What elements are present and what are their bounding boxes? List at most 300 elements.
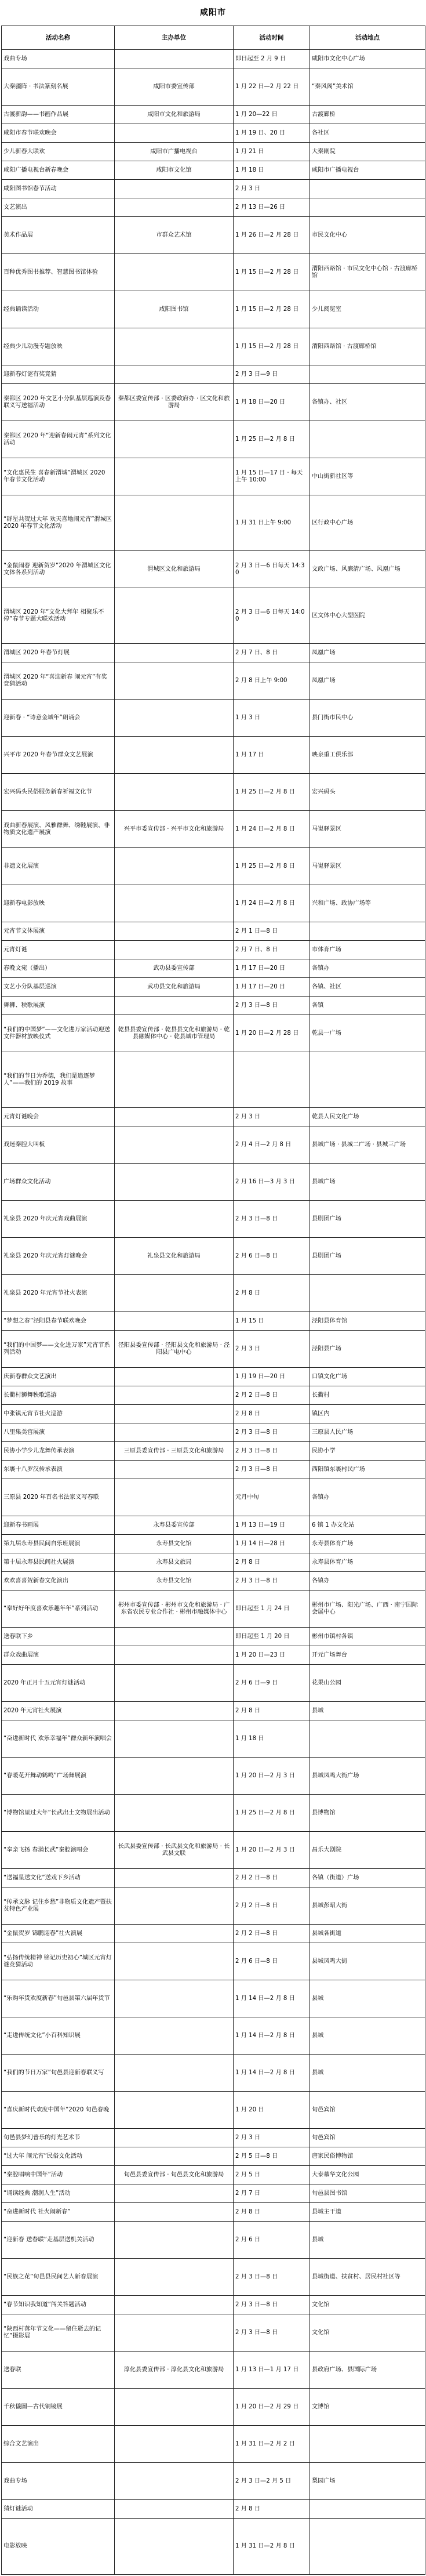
header-time: 活动时间 [234, 26, 310, 50]
table-row [2, 143, 425, 161]
activity-name-cell: 美术作品展 [2, 217, 115, 254]
time-cell: 1 月 21 日 [234, 143, 310, 161]
location-cell: 县城 [310, 2055, 425, 2092]
table-row [2, 1628, 425, 1646]
location-cell: 乾县人民文化广场 [310, 1108, 425, 1126]
organizer-cell [115, 458, 234, 495]
organizer-cell: 咸阳市文化馆 [115, 161, 234, 180]
time-cell: 2 月 5 日—8 日 [234, 2147, 310, 2166]
time-cell: 2 月 6 日 [234, 2222, 310, 2259]
organizer-cell: 武功县委宣传部 [115, 959, 234, 978]
time-cell: 1 月 26 日—2 月 28 日 [234, 217, 310, 254]
activity-name-cell: 秦都区 2020 年文艺小分队基层巡演及春联义写送福活动 [2, 384, 115, 421]
table-row [2, 644, 425, 662]
activity-name-cell: 猜灯谜活动 [2, 2500, 115, 2519]
organizer-cell: 泾阳县委宣传部 · 泾阳县文化和旅游局 · 泾阳县广电中心 [115, 1331, 234, 1368]
time-cell: 1 月 15 日—17 日 · 每天上午 10:00 [234, 458, 310, 495]
location-cell: 县城凤鸣大街广场 [310, 1758, 425, 1795]
location-cell: 各镇办、社区 [310, 384, 425, 421]
time-cell [234, 1052, 310, 1108]
activity-name-cell: 三原县 2020 年百名书法家义写春联 [2, 1479, 115, 1516]
activity-name-cell: 咸阳图书馆春节活动 [2, 180, 115, 198]
location-cell: 乾县一广场 [310, 1015, 425, 1052]
time-cell: 即日起至 2 月 9 日 [234, 50, 310, 68]
organizer-cell [115, 997, 234, 1015]
time-cell: 1 月 14 日—28 日 [234, 1535, 310, 1553]
time-cell: 2 月 3 日 [234, 1108, 310, 1126]
table-row [2, 1646, 425, 1665]
table-row [2, 254, 425, 291]
location-cell: 县城广场 · 县城二广场 · 县城三广场 [310, 1126, 425, 1164]
time-cell: 1 月 20 日—2 月 3 日 [234, 1832, 310, 1869]
location-cell: 县城 [310, 1702, 425, 1720]
table-row [2, 1312, 425, 1331]
organizer-cell: 武功县文化和旅游局 [115, 978, 234, 997]
organizer-cell [115, 2259, 234, 2296]
table-row [2, 291, 425, 328]
table-header-row [2, 26, 425, 50]
table-row [2, 959, 425, 978]
time-cell: 2 月 3 日—8 日 [234, 2314, 310, 2352]
organizer-cell [115, 1275, 234, 1312]
organizer-cell [115, 365, 234, 384]
location-cell: 区行政中心广场 [310, 495, 425, 551]
location-cell: 咸阳市文化中心广场 [310, 50, 425, 68]
location-cell: 大秦剧院 [310, 143, 425, 161]
table-row [2, 997, 425, 1015]
activity-name-cell: 经典诵读活动 [2, 291, 115, 328]
table-row [2, 384, 425, 421]
location-cell: 县城 [310, 2222, 425, 2259]
location-cell: 唐家民俗博物馆 [310, 2147, 425, 2166]
location-cell: 梨园广场 [310, 2463, 425, 2500]
organizer-cell [115, 2222, 234, 2259]
location-cell: 西阳镇东裹村民广场 [310, 1461, 425, 1479]
table-row [2, 328, 425, 365]
activity-name-cell: 渭城区 2020 年“喜迎新春 闹元宵”有奖竞猜活动 [2, 662, 115, 700]
table-row [2, 1461, 425, 1479]
activity-name-cell: “奉亲飞扬 春满长武”秦腔演唱会 [2, 1832, 115, 1869]
time-cell: 2 月 3 日—8 日 [234, 2296, 310, 2314]
table-row [2, 1572, 425, 1590]
table-row [2, 1943, 425, 1980]
organizer-cell [115, 774, 234, 811]
activity-name-cell: “诵读经典 潮润人生”活动 [2, 2184, 115, 2203]
time-cell: 2 月 5 日 [234, 2166, 310, 2184]
table-row [2, 2166, 425, 2184]
activity-name-cell: 广场群众文化活动 [2, 1164, 115, 1201]
location-cell [310, 1720, 425, 1758]
organizer-cell: 咸阳市广播电视台 [115, 143, 234, 161]
header-activity-name: 活动名称 [2, 26, 115, 50]
activity-name-cell: 送春联下乡 [2, 1628, 115, 1646]
organizer-cell: 长武县委宣传部 · 长武县文化和旅游局 · 长武县文联 [115, 1832, 234, 1869]
location-cell: 县城 [310, 1980, 425, 2017]
organizer-cell: 咸阳市委宣传部 [115, 68, 234, 106]
activity-name-cell: “送福星送文化”送戏下乡活动 [2, 1869, 115, 1887]
table-row [2, 2203, 425, 2222]
activity-name-cell: “我们的节日为乔德，我们是追逐梦人”——我们的 2019 故事 [2, 1052, 115, 1108]
time-cell: 2 月 6 日—8 日 [234, 1238, 310, 1275]
table-row [2, 2389, 425, 2426]
organizer-cell [115, 1423, 234, 1442]
organizer-cell: 永寿县文旅局 [115, 1553, 234, 1572]
time-cell: 2 月 8 日上午 9:00 [234, 662, 310, 700]
time-cell: 1 月 18 日 [234, 1720, 310, 1758]
activity-name-cell: “梦想之春”泾阳县春节联欢晚会 [2, 1312, 115, 1331]
organizer-cell: 咸阳图书馆 [115, 291, 234, 328]
location-cell: 花果山公园 [310, 1665, 425, 1702]
activity-name-cell: “春节知识我知道”闯关答题活动 [2, 2296, 115, 2314]
activity-name-cell: 庆新春群众文艺演出 [2, 1368, 115, 1386]
location-cell: 镇区内 [310, 1405, 425, 1423]
activity-name-cell: 长衢村狮舞秧歌巡游 [2, 1386, 115, 1405]
location-cell: 泾阳县广场 [310, 1331, 425, 1368]
location-cell: 县城各街道 [310, 1925, 425, 1943]
location-cell: 县城彭昭大街 [310, 1887, 425, 1925]
table-row [2, 106, 425, 124]
organizer-cell [115, 2463, 234, 2500]
time-cell: 2 月 3 日—8 日 [234, 1572, 310, 1590]
time-cell: 2 月 8 日 [234, 1405, 310, 1423]
location-cell [310, 198, 425, 217]
activity-name-cell: 渭城区 2020 年春节灯展 [2, 644, 115, 662]
organizer-cell [115, 1126, 234, 1164]
location-cell: 渭阳西路馆 · 古渡廊桥馆 [310, 328, 425, 365]
activity-name-cell: “文化惠民生 喜春新渭城”渭城区 2020 年春节文化活动 [2, 458, 115, 495]
table-row [2, 180, 425, 198]
location-cell: 6 镇 1 办文化站 [310, 1516, 425, 1535]
location-cell: 泾阳县体育馆 [310, 1312, 425, 1331]
table-row [2, 2017, 425, 2055]
organizer-cell [115, 254, 234, 291]
organizer-cell: 咸阳市文化和旅游局 [115, 106, 234, 124]
time-cell: 1 月 22 日—2 月 22 日 [234, 68, 310, 106]
organizer-cell: 永寿县文化馆 [115, 1535, 234, 1553]
time-cell: 1 月 25 日—2 月 8 日 [234, 774, 310, 811]
activity-name-cell: “走进传统文化”小百科知识展 [2, 2017, 115, 2055]
organizer-cell [115, 1943, 234, 1980]
activities-table [1, 26, 425, 2575]
table-row [2, 885, 425, 922]
table-row [2, 1590, 425, 1628]
table-row [2, 2296, 425, 2314]
table-row [2, 1887, 425, 1925]
page-title: 咸阳市 [200, 8, 226, 17]
location-cell [310, 2500, 425, 2519]
table-row [2, 1126, 425, 1164]
activity-name-cell: 2020 年正月十五元宵灯谜活动 [2, 1665, 115, 1702]
table-row [2, 2519, 425, 2575]
time-cell: 1 月 25 日—2 月 8 日 [234, 848, 310, 885]
activity-name-cell: “迎新春 送春联”走基层送机关活动 [2, 2222, 115, 2259]
location-cell: 文博馆 [310, 2389, 425, 2426]
location-cell: 县城主干道 [310, 2203, 425, 2222]
organizer-cell [115, 700, 234, 737]
organizer-cell: 旬邑县委宣传部 · 旬邑县文化和旅游局 [115, 2166, 234, 2184]
activity-name-cell: 春晚文宛（播出） [2, 959, 115, 978]
activity-name-cell: 戏迷秦腔大叫板 [2, 1126, 115, 1164]
time-cell: 1 月 18 日 [234, 161, 310, 180]
time-cell: 1 月 20—22 日 [234, 106, 310, 124]
time-cell: 1 月 14 日—2 月 8 日 [234, 2055, 310, 2092]
time-cell: 2 月 3 日—8 日 [234, 997, 310, 1015]
activity-name-cell: 第九届永寿县民间自乐班展演 [2, 1535, 115, 1553]
time-cell: 2 月 8 日 [234, 1553, 310, 1572]
location-cell: 马嵬驿景区 [310, 848, 425, 885]
organizer-cell [115, 328, 234, 365]
activity-name-cell: 大秦疆阵 · 书法篆刻名展 [2, 68, 115, 106]
activity-name-cell: “过大年 闹元宵”民俗文化活动 [2, 2147, 115, 2166]
table-row [2, 365, 425, 384]
table-row [2, 922, 425, 941]
location-cell: 县政府广场、县国际广场 [310, 2352, 425, 2389]
activity-name-cell: 礼泉县 2020 年庆元宵灯谜晚会 [2, 1238, 115, 1275]
activity-name-cell: “奋进新时代 社火闹新春” [2, 2203, 115, 2222]
activity-name-cell: 文艺演出 [2, 198, 115, 217]
organizer-cell [115, 941, 234, 959]
table-row [2, 1423, 425, 1442]
activity-name-cell: “秦腔唱响中国年”活动 [2, 2166, 115, 2184]
activity-name-cell: “春暖花开舞动鹤鸣”广场舞展演 [2, 1758, 115, 1795]
activity-name-cell: “金鼠闹春 迎新贺岁”2020 年渭城区文化文体各系列活动 [2, 551, 115, 588]
organizer-cell [115, 2296, 234, 2314]
location-cell [310, 922, 425, 941]
activity-name-cell: 舞狮、秧歌展演 [2, 997, 115, 1015]
time-cell: 2 月 3 日—8 日 [234, 1442, 310, 1461]
table-body [2, 50, 425, 2575]
time-cell: 2 月 16 日—3 月 3 日 [234, 1164, 310, 1201]
time-cell: 1 月 17 日—20 日 [234, 978, 310, 997]
table-row [2, 2463, 425, 2500]
location-cell: 县剧团广场 [310, 1201, 425, 1238]
time-cell: 2 月 7 日、8 日 [234, 941, 310, 959]
organizer-cell [115, 124, 234, 143]
location-cell: 县城街道、扶贫村、居民村社区等 [310, 2259, 425, 2296]
activity-name-cell: 东裹十八罗汉传承表演 [2, 1461, 115, 1479]
location-cell: 凤凰广场 [310, 644, 425, 662]
activity-name-cell: 第十届永寿县民间社火展演 [2, 1553, 115, 1572]
activity-name-cell: “陕西村落年节文化——留住逝去的记忆”摄影展 [2, 2314, 115, 2352]
activity-name-cell: 渭城区 2020 年“文化大拜年 相聚乐不停”春节专题大联欢活动 [2, 588, 115, 644]
table-row [2, 1702, 425, 1720]
time-cell: 1 月 20 日—2 月 29 日 [234, 2389, 310, 2426]
location-cell: 文化馆 [310, 2314, 425, 2352]
activity-name-cell: 群众戏曲展演 [2, 1646, 115, 1665]
table-row [2, 1405, 425, 1423]
time-cell: 2 月 2 日—8 日 [234, 1386, 310, 1405]
location-cell: 少儿阅览室 [310, 291, 425, 328]
table-row [2, 1925, 425, 1943]
organizer-cell [115, 2129, 234, 2147]
time-cell: 2 月 2 日—8 日 [234, 1869, 310, 1887]
location-cell: 旬邑宾馆 [310, 2129, 425, 2147]
table-row [2, 1553, 425, 1572]
table-row [2, 1665, 425, 1702]
activity-name-cell: “乐购年货欢度新春”旬邑县第六届年货节 [2, 1980, 115, 2017]
organizer-cell [115, 2017, 234, 2055]
table-row [2, 1331, 425, 1368]
time-cell: 1 月 14 日—2 月 8 日 [234, 1980, 310, 2017]
location-cell [310, 2519, 425, 2575]
location-cell: 县博物馆 [310, 1795, 425, 1832]
organizer-cell: 淳化县委宣传部 · 淳化县文化和旅游局 [115, 2352, 234, 2389]
time-cell: 1 月 25 日—2 月 8 日 [234, 1795, 310, 1832]
location-cell: 各镇办 [310, 959, 425, 978]
location-cell: 彬州市广场、阳光广场、广西 · 南宁国际会展中心 [310, 1590, 425, 1628]
table-row [2, 495, 425, 551]
location-cell: 民协小学 [310, 1442, 425, 1461]
table-row [2, 1869, 425, 1887]
activity-name-cell: 元宵灯谜 [2, 941, 115, 959]
activity-name-cell: 八里集美宫展演 [2, 1423, 115, 1442]
time-cell: 2 月 8 日 [234, 2500, 310, 2519]
organizer-cell [115, 2500, 234, 2519]
organizer-cell [115, 1052, 234, 1108]
organizer-cell [115, 2314, 234, 2352]
time-cell: 2 月 8 日 [234, 1275, 310, 1312]
table-row [2, 2426, 425, 2463]
time-cell: 1 月 17 日—20 日 [234, 959, 310, 978]
location-cell: 市体育广场 [310, 941, 425, 959]
time-cell: 2 月 3 日—6 日每天 14:30 [234, 551, 310, 588]
location-cell [310, 365, 425, 384]
location-cell: 各镇 [310, 997, 425, 1015]
activity-name-cell: 迎新春电影放映 [2, 885, 115, 922]
time-cell: 1 月 31 日—2 月 8 日 [234, 2519, 310, 2575]
table-row [2, 700, 425, 737]
table-row [2, 662, 425, 700]
location-cell [310, 2426, 425, 2463]
location-cell: 开元广场舞台 [310, 1646, 425, 1665]
organizer-cell [115, 644, 234, 662]
location-cell: 长衢村 [310, 1386, 425, 1405]
location-cell: 马嵬驿景区 [310, 811, 425, 848]
activity-name-cell: “奋进新时代 欢乐幸福年”群众新年演唱会 [2, 1720, 115, 1758]
location-cell: 文政广场、风廉清广场、风凰广场 [310, 551, 425, 588]
time-cell: 即日起至 1 月 20 日 [234, 1628, 310, 1646]
activity-name-cell: 百种优秀图书推荐、智慧图书馆体验 [2, 254, 115, 291]
activity-name-cell: “我们的中国梦”——文化进万家活动迎送文件器材放映仪式 [2, 1015, 115, 1052]
table-row [2, 1368, 425, 1386]
activity-name-cell: 中张镇元宵节社火巡游 [2, 1405, 115, 1423]
time-cell: 1 月 3 日 [234, 700, 310, 737]
activity-name-cell: 电影放映 [2, 2519, 115, 2575]
activity-name-cell: “群星共贺过大年 欢天喜地闹元宵”渭城区 2020 年春节文化活动 [2, 495, 115, 551]
table-row [2, 848, 425, 885]
activity-name-cell: 非遗文化展演 [2, 848, 115, 885]
table-row [2, 2092, 425, 2129]
location-cell [310, 1052, 425, 1108]
location-cell [310, 180, 425, 198]
table-row [2, 2222, 425, 2259]
organizer-cell [115, 1665, 234, 1702]
organizer-cell [115, 180, 234, 198]
organizer-cell [115, 2147, 234, 2166]
table-row [2, 1275, 425, 1312]
location-cell: 旬邑宾馆 [310, 2092, 425, 2129]
time-cell: 1 月 19 日—20 日 [234, 1368, 310, 1386]
location-cell: 县城凤鸣大街 [310, 1943, 425, 1980]
activity-name-cell: 文艺小分队基层巡演 [2, 978, 115, 997]
organizer-cell [115, 1312, 234, 1331]
location-cell: 彬州市镇村各镇 [310, 1628, 425, 1646]
location-cell: 县门街市民中心 [310, 700, 425, 737]
time-cell: 2 月 3 日 [234, 2129, 310, 2147]
organizer-cell: 渭城区文化和旅游局 [115, 551, 234, 588]
time-cell: 1 月 15 日 [234, 1312, 310, 1331]
table-row [2, 2352, 425, 2389]
time-cell: 1 月 15 日—2 月 28 日 [234, 291, 310, 328]
table-row [2, 2500, 425, 2519]
table-row [2, 1164, 425, 1201]
time-cell: 1 月 15 日—2 月 28 日 [234, 328, 310, 365]
time-cell: 2 月 7 日、8 日 [234, 644, 310, 662]
table-row [2, 1795, 425, 1832]
table-row [2, 1758, 425, 1795]
table-row [2, 1201, 425, 1238]
time-cell: 1 月 31 日—2 月 2 日 [234, 2426, 310, 2463]
organizer-cell [115, 1795, 234, 1832]
activity-name-cell: “喜庆新时代欢度中国年”2020 旬邑春晚 [2, 2092, 115, 2129]
activity-name-cell: 咸阳市春节联欢晚会 [2, 124, 115, 143]
header-location: 活动地点 [310, 26, 425, 50]
time-cell: 2 月 3 日—8 日 [234, 1201, 310, 1238]
table-row [2, 1720, 425, 1758]
table-row [2, 2184, 425, 2203]
activity-name-cell: 元宵灯谜晚会 [2, 1108, 115, 1126]
activity-name-cell: 咸阳广播电视台新春晚会 [2, 161, 115, 180]
time-cell: 1 月 19 日、20 日 [234, 124, 310, 143]
location-cell: 宏兴码头 [310, 774, 425, 811]
activity-name-cell: 戏曲新春展演、风雅群舞、绣鞋展演、非物质文化遗产展演 [2, 811, 115, 848]
activity-name-cell: 迎新春 · “诗意金城年”朗诵会 [2, 700, 115, 737]
organizer-cell [115, 1758, 234, 1795]
time-cell: 2 月 8 日 [234, 2203, 310, 2222]
table-row [2, 588, 425, 644]
time-cell: 2 月 13 日—26 日 [234, 198, 310, 217]
time-cell: 1 月 25 日—2 月 8 日 [234, 421, 310, 458]
activity-name-cell: 礼泉县 2020 年庆元宵戏曲展演 [2, 1201, 115, 1238]
table-row [2, 1386, 425, 1405]
time-cell: 2 月 2 日—8 日 [234, 1925, 310, 1943]
table-row [2, 1832, 425, 1869]
activity-name-cell: “弘扬传统精神 铭记历史初心”城区元宵灯谜竞猜活动 [2, 1943, 115, 1980]
time-cell: 1 月 31 日上午 9:00 [234, 495, 310, 551]
location-cell: 区文体中心大型医院 [310, 588, 425, 644]
activity-name-cell: 欢欢喜喜贺新春文化演出 [2, 1572, 115, 1590]
time-cell: 1 月 13 日—19 日 [234, 1516, 310, 1535]
table-row [2, 551, 425, 588]
activity-name-cell: 民协小学少儿龙舞传承表演 [2, 1442, 115, 1461]
location-cell: 昌乐大剧院 [310, 1832, 425, 1869]
table-row [2, 811, 425, 848]
time-cell: 2 月 3 日—8 日 [234, 1423, 310, 1442]
activity-name-cell: “我们的节日万家”旬邑县迎新春联义写 [2, 2055, 115, 2092]
time-cell: 2 月 3 日—8 日 [234, 1461, 310, 1479]
activity-name-cell: “我们的中国梦——文化进万家”元宵节系列活动 [2, 1331, 115, 1368]
time-cell: 2 月 3 日—9 日 [234, 365, 310, 384]
location-cell: 各社区 [310, 124, 425, 143]
location-cell: 古渡廊桥 [310, 106, 425, 124]
location-cell: 三原县人民广场 [310, 1423, 425, 1442]
organizer-cell [115, 1925, 234, 1943]
table-row [2, 2055, 425, 2092]
activity-name-cell: 宏兴码头民俗服务新春祈福文化节 [2, 774, 115, 811]
organizer-cell [115, 2203, 234, 2222]
activity-name-cell: 2020 年元宵社火展演 [2, 1702, 115, 1720]
table-row [2, 1479, 425, 1516]
